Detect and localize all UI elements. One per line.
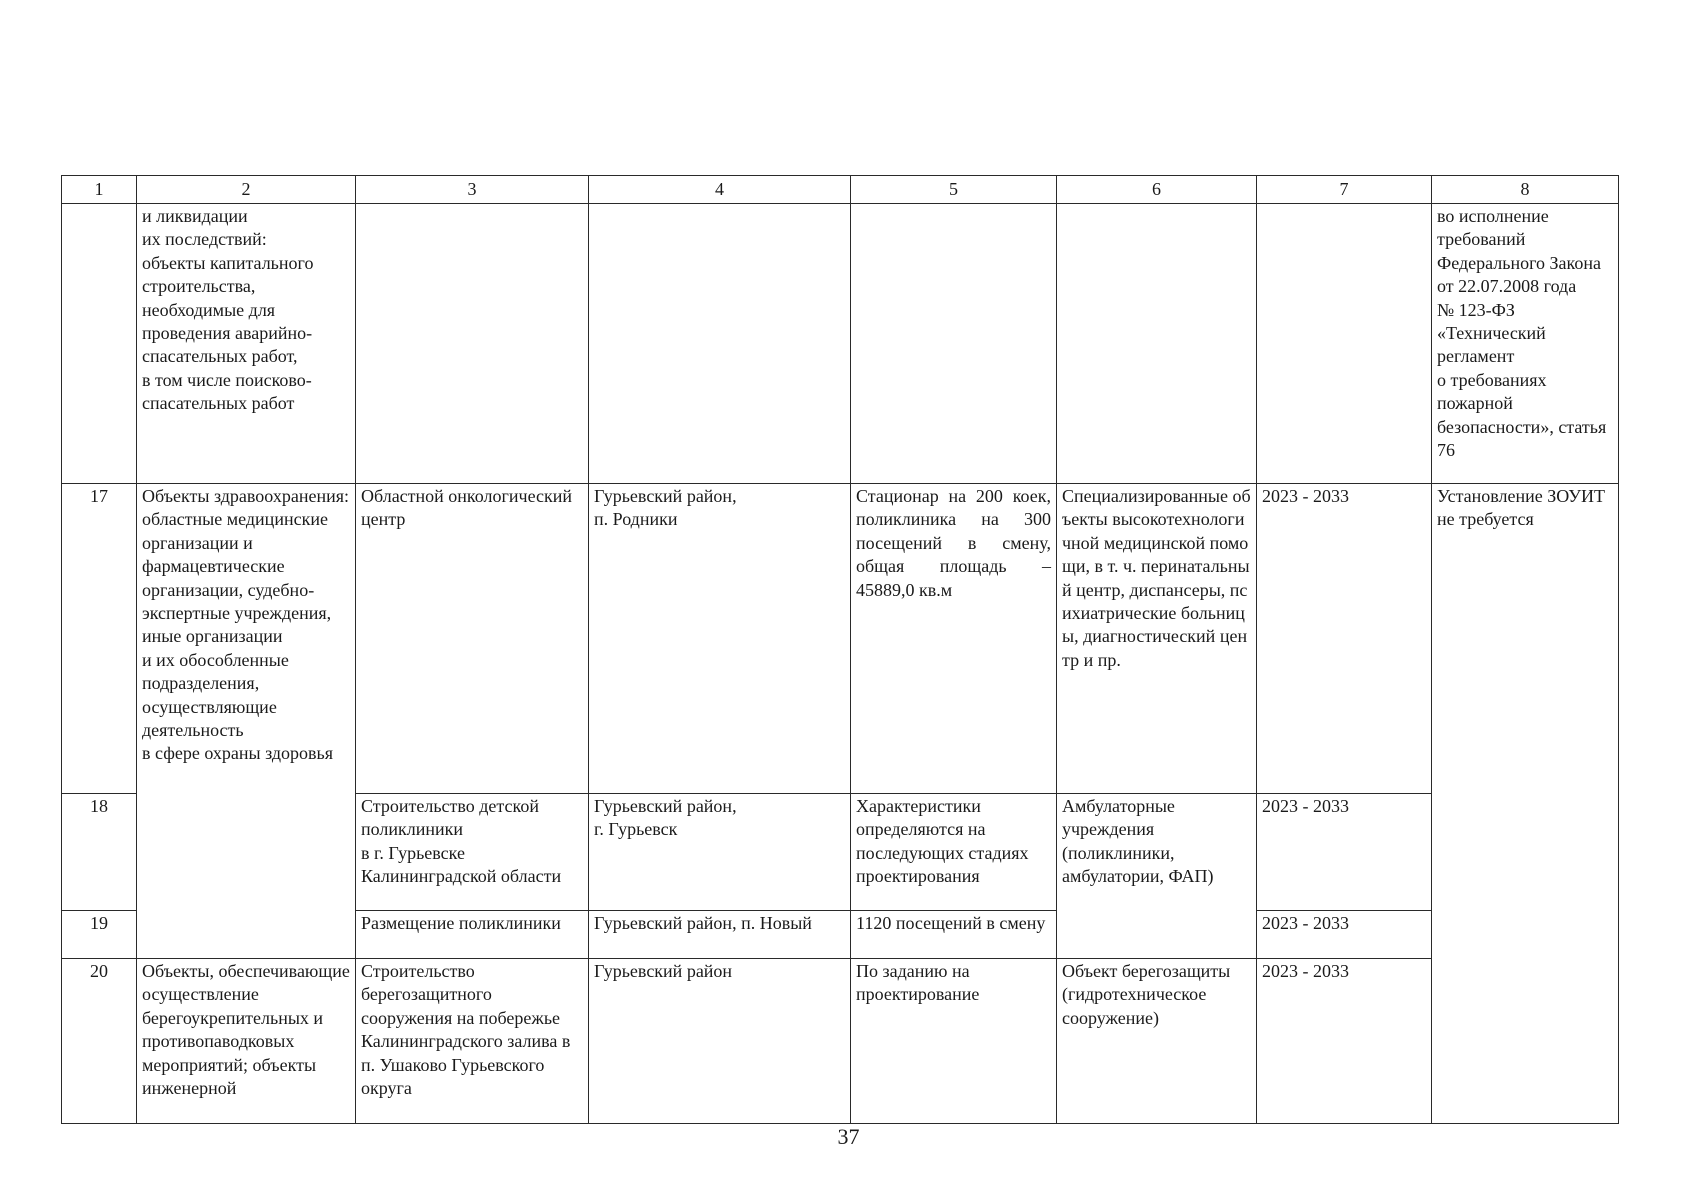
purpose-cell: Специализированные объекты высокотехнологичной медицинской помощи, в т. ч. перинатальный центр, диспансеры, психиатрические больницы, диагностический центр и пр. (1057, 484, 1257, 794)
characteristics-cell (851, 204, 1057, 484)
row-number: 19 (62, 911, 137, 959)
characteristics-cell: Характеристики определяются на последующих стадиях проектирования (851, 794, 1057, 911)
header-cell: 1 (62, 176, 137, 204)
location-cell: Гурьевский район (589, 959, 851, 1124)
header-cell: 6 (1057, 176, 1257, 204)
num-cell (62, 204, 137, 484)
location-cell: Гурьевский район, п. Родники (589, 484, 851, 794)
period-cell: 2023 - 2033 (1257, 911, 1432, 959)
table-row-20 (62, 959, 1619, 1124)
header-cell: 2 (137, 176, 356, 204)
zone-cell: во исполнение требований Федерального Закона от 22.07.2008 года № 123-ФЗ «Технический регламент о требованиях пожарной безопасности», статья 76 (1432, 204, 1619, 484)
period-cell: 2023 - 2033 (1257, 484, 1432, 794)
column-number-row (62, 176, 1619, 204)
table-row-17 (62, 484, 1619, 794)
purpose-cell: Амбулаторные учреждения (поликлиники, амбулатории, ФАП) (1057, 794, 1257, 959)
continuation-row (62, 204, 1619, 484)
category-cell: Объекты, обеспечивающие осуществление берегоукрепительных и противопаводковых мероприятий; объекты инженерной (137, 959, 356, 1124)
name-cell: Областной онкологический центр (356, 484, 589, 794)
location-cell: Гурьевский район, п. Новый (589, 911, 851, 959)
characteristics-cell: По заданию на проектирование (851, 959, 1057, 1124)
purpose-cell: Объект берегозащиты (гидротехническое сооружение) (1057, 959, 1257, 1124)
period-cell (1257, 204, 1432, 484)
zone-cell: Установление ЗОУИТ не требуется (1432, 484, 1619, 1124)
category-cell: Объекты здравоохранения: областные медицинские организации и фармацевтические организации, судебно-экспертные учреждения, иные организации и их обособленные подразделения, осуществляющие деятельность в сфере охраны здоровья (137, 484, 356, 959)
header-cell: 3 (356, 176, 589, 204)
location-cell: Гурьевский район, г. Гурьевск (589, 794, 851, 911)
characteristics-cell: 1120 посещений в смену (851, 911, 1057, 959)
header-cell: 8 (1432, 176, 1619, 204)
category-cell: и ликвидации их последствий: объекты капитального строительства, необходимые для проведения аварийно-спасательных работ, в том числе поисково-спасательных работ (137, 204, 356, 484)
name-cell: Строительство берегозащитного сооружения на побережье Калининградского залива в п. Ушаково Гурьевского округа (356, 959, 589, 1124)
name-cell: Размещение поликлиники (356, 911, 589, 959)
header-cell: 5 (851, 176, 1057, 204)
header-cell: 4 (589, 176, 851, 204)
name-cell (356, 204, 589, 484)
location-cell (589, 204, 851, 484)
row-number: 20 (62, 959, 137, 1124)
row-number: 17 (62, 484, 137, 794)
period-cell: 2023 - 2033 (1257, 959, 1432, 1124)
page-number: 37 (837, 1124, 860, 1149)
header-cell: 7 (1257, 176, 1432, 204)
characteristics-cell: Стационар на 200 коек, поликлиника на 300 посещений в смену, общая площадь – 45889,0 кв.м (851, 484, 1057, 794)
name-cell: Строительство детской поликлиники в г. Гурьевске Калининградской области (356, 794, 589, 911)
object-register-table (61, 175, 1619, 1124)
row-number: 18 (62, 794, 137, 911)
document-table-wrapper (61, 175, 1618, 1123)
period-cell: 2023 - 2033 (1257, 794, 1432, 911)
purpose-cell (1057, 204, 1257, 484)
